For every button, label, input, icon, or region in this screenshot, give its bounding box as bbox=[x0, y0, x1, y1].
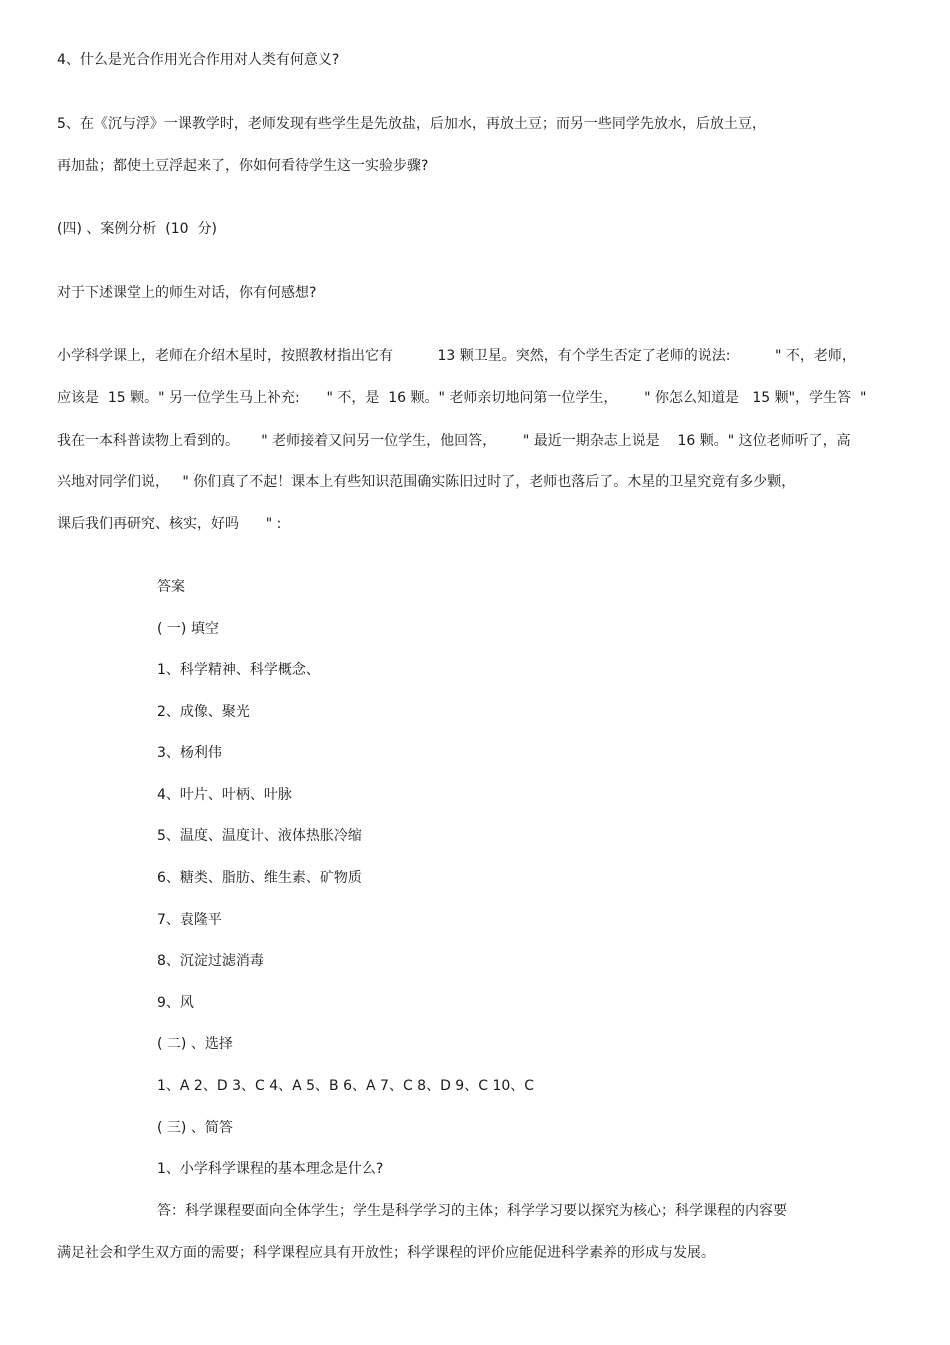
q5-text-line2: 再加盐；都使土豆浮起来了，你如何看待学生这一实验步骤? bbox=[57, 158, 429, 174]
case-section-heading: (四) 、案例分析 (10 分) bbox=[57, 221, 217, 237]
case-story-line3: 我在一本科普读物上看到的。 " 老师接着又问另一位学生，他回答， " 最近一期杂志上说是 16 颗。" 这位老师听了，高 bbox=[57, 433, 851, 449]
choice-heading: ( 二) 、选择 bbox=[157, 1036, 233, 1052]
answers-title: 答案 bbox=[157, 579, 185, 595]
q4-text: 4、什么是光合作用光合作用对人类有何意义? bbox=[57, 52, 340, 68]
fill-item: 4、叶片、叶柄、叶脉 bbox=[157, 787, 292, 803]
fill-item: 1、科学精神、科学概念、 bbox=[157, 662, 320, 678]
case-story-line4: 兴地对同学们说， " 你们真了不起！课本上有些知识范围确实陈旧过时了，老师也落后了。木星的卫星究竟有多少颗， bbox=[57, 474, 796, 490]
case-story-line1: 小学科学课上，老师在介绍木星时，按照教材指出它有 13 颗卫星。突然，有个学生否定了老师的说法: " 不，老师， bbox=[57, 348, 856, 364]
fill-item: 5、温度、温度计、液体热胀冷缩 bbox=[157, 828, 362, 844]
case-story-line5: 课后我们再研究、核实，好吗 " : bbox=[57, 516, 282, 532]
short-answer-heading: ( 三) 、简答 bbox=[157, 1120, 233, 1136]
short-answer-answer1-line2: 满足社会和学生双方面的需要；科学课程应具有开放性；科学课程的评价应能促进科学素养的形成与发展。 bbox=[57, 1245, 715, 1261]
fill-item: 3、杨利伟 bbox=[157, 745, 222, 761]
short-answer-answer1-line1: 答：科学课程要面向全体学生；学生是科学学习的主体；科学学习要以探究为核心；科学课程的内容要 bbox=[157, 1203, 787, 1219]
fill-item: 8、沉淀过滤消毒 bbox=[157, 953, 264, 969]
q5-text-line1: 5、在《沉与浮》一课教学时，老师发现有些学生是先放盐，后加水，再放土豆；而另一些同学先放水，后放土豆， bbox=[57, 116, 766, 132]
case-story-line2: 应该是 15 颗。" 另一位学生马上补充: " 不，是 16 颗。" 老师亲切地问第一位学生， " 你怎么知道是 15 颗"，学生答 " bbox=[57, 390, 867, 406]
choice-answers: 1、A 2、D 3、C 4、A 5、B 6、A 7、C 8、D 9、C 10、C bbox=[157, 1078, 535, 1094]
fill-item: 2、成像、聚光 bbox=[157, 704, 250, 720]
short-answer-question1: 1、小学科学课程的基本理念是什么? bbox=[157, 1161, 384, 1177]
fill-heading: ( 一) 填空 bbox=[157, 621, 219, 637]
fill-item: 6、糖类、脂肪、维生素、矿物质 bbox=[157, 870, 362, 886]
fill-item: 7、袁隆平 bbox=[157, 912, 222, 928]
case-section-prompt: 对于下述课堂上的师生对话，你有何感想? bbox=[57, 285, 317, 301]
fill-item: 9、风 bbox=[157, 995, 194, 1011]
